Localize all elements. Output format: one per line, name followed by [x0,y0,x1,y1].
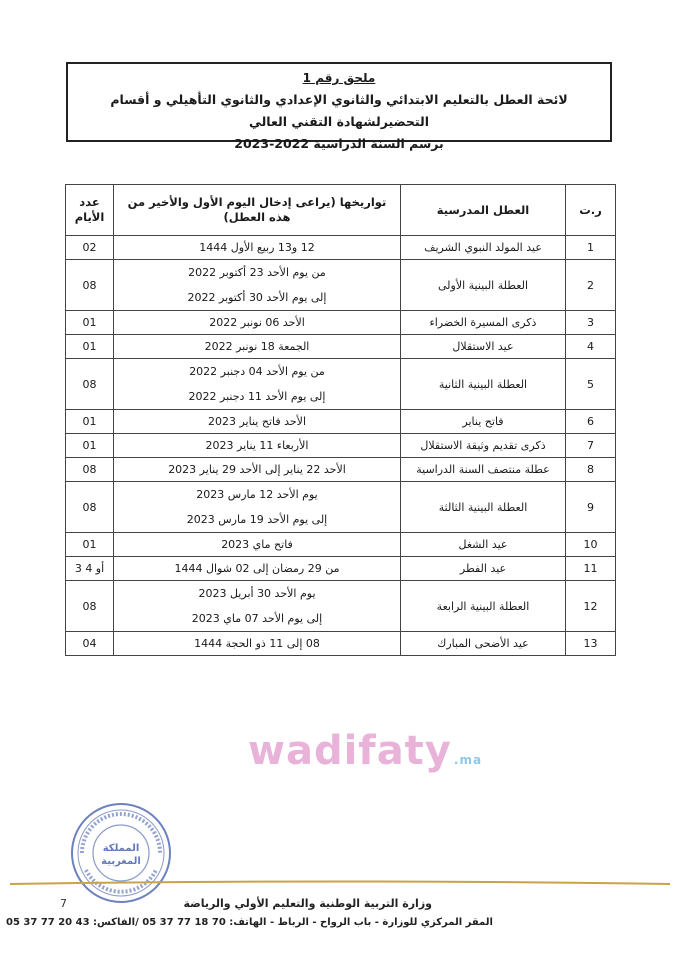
date-line: يوم الأحد 12 مارس 2023 [196,488,318,501]
holiday-dates [114,482,401,533]
day-count: 01 [66,311,114,335]
row-number: 8 [566,458,616,482]
date-line: إلى يوم الأحد 11 دجنبر 2022 [188,390,326,403]
table-row [66,434,616,458]
column-header-dates: تواريخها (يراعى إدخال اليوم الأول والأخير من هذه العطل) [114,185,401,236]
table-row [66,557,616,581]
date-line: إلى يوم الأحد 30 أكتوبر 2022 [187,291,327,304]
watermark-logo [248,728,483,778]
day-count: 02 [66,236,114,260]
row-number: 2 [566,260,616,311]
date-line: الأحد 22 يناير إلى الأحد 29 يناير 2023 [168,463,346,476]
holiday-name: عيد الفطر [401,557,566,581]
date-line: الأربعاء 11 يناير 2023 [205,439,309,452]
date-line: الجمعة 18 نونبر 2022 [204,340,310,353]
holiday-name: ذكرى تقديم وثيقة الاستقلال [401,434,566,458]
row-number: 4 [566,335,616,359]
date-line: من يوم الأحد 23 أكتوبر 2022 [188,266,326,279]
holiday-dates [114,311,401,335]
holiday-name: عيد الأضحى المبارك [401,632,566,656]
holiday-name: العطلة البينية الأولى [401,260,566,311]
row-number: 11 [566,557,616,581]
footer-divider [10,880,670,886]
day-count: 08 [66,458,114,482]
table-row [66,236,616,260]
row-number: 12 [566,581,616,632]
watermark-tld: .ma [453,753,483,767]
document-title-box [66,62,612,151]
row-number: 6 [566,410,616,434]
holiday-dates [114,533,401,557]
holiday-dates [114,434,401,458]
holiday-name: عيد المولد النبوي الشريف [401,236,566,260]
table-row [66,581,616,632]
holiday-dates [114,236,401,260]
day-count: 01 [66,335,114,359]
holiday-name: عيد الشغل [401,533,566,557]
day-count: 01 [66,434,114,458]
column-header-days: عدد الأيام [66,185,114,236]
date-line: إلى يوم الأحد 07 ماي 2023 [191,612,323,625]
date-line: من 29 رمضان إلى 02 شوال 1444 [174,562,340,575]
official-stamp [68,800,174,906]
table-row [66,311,616,335]
day-count: 01 [66,533,114,557]
holiday-dates [114,632,401,656]
day-count: 08 [66,260,114,311]
svg-text:المغربية: المغربية [101,856,141,867]
row-number: 7 [566,434,616,458]
holiday-dates [114,557,401,581]
column-header-number: ر.ت [566,185,616,236]
table-row [66,359,616,410]
day-count: 08 [66,482,114,533]
holiday-dates [114,581,401,632]
watermark-brand: wadifaty [248,728,452,774]
footer-address: المقر المركزي للوزارة - باب الرواح - الرباط - الهاتف: 70 18 77 37 05 /الفاكس: 43 20 77 37 05 [6,917,493,928]
date-line: 08 إلى 11 ذو الحجة 1444 [194,637,320,650]
date-line: الأحد 06 نونبر 2022 [209,316,305,329]
row-number: 13 [566,632,616,656]
table-row [66,482,616,533]
holiday-dates [114,458,401,482]
holiday-dates [114,359,401,410]
holiday-name: ذكرى المسيرة الخضراء [401,311,566,335]
holiday-dates [114,260,401,311]
day-count: 01 [66,410,114,434]
holiday-name: فاتح يناير [401,410,566,434]
document-title: لائحة العطل بالتعليم الابتدائي والثانوي الإعدادي والثانوي التأهيلي و أقسام التحضيرلشهادة التقني العالي [110,92,568,129]
table-row [66,260,616,311]
date-line: فاتح ماي 2023 [221,538,293,551]
table-row [66,335,616,359]
row-number: 3 [566,311,616,335]
holiday-name: عيد الاستقلال [401,335,566,359]
holiday-dates [114,335,401,359]
footer-ministry-name: وزارة التربية الوطنية والتعليم الأولي والرياضة [183,897,432,910]
table-header-row [66,185,616,236]
holiday-name: عطلة منتصف السنة الدراسية [401,458,566,482]
day-count: 3 أو 4 [66,557,114,581]
table-row [66,410,616,434]
row-number: 1 [566,236,616,260]
row-number: 10 [566,533,616,557]
holiday-dates [114,410,401,434]
document-subtitle: برسم السنة الدراسية 2022-2023 [234,136,444,151]
date-line: الأحد فاتح يناير 2023 [207,415,307,428]
annex-label: ملحق رقم 1 [302,71,376,85]
row-number: 5 [566,359,616,410]
holiday-name: العطلة البينية الثانية [401,359,566,410]
page-number: 7 [60,897,67,910]
row-number: 9 [566,482,616,533]
date-line: إلى يوم الأحد 19 مارس 2023 [186,513,328,526]
table-row [66,632,616,656]
holiday-name: العطلة البينية الثالثة [401,482,566,533]
date-line: من يوم الأحد 04 دجنبر 2022 [189,365,325,378]
column-header-holiday: العطل المدرسية [401,185,566,236]
day-count: 04 [66,632,114,656]
day-count: 08 [66,581,114,632]
date-line: يوم الأحد 30 أبريل 2023 [198,587,316,600]
date-line: 12 و13 ربيع الأول 1444 [199,241,315,254]
table-row [66,458,616,482]
holiday-name: العطلة البينية الرابعة [401,581,566,632]
day-count: 08 [66,359,114,410]
svg-text:المملكة: المملكة [102,843,140,854]
table-body [66,236,616,656]
table-row [66,533,616,557]
holidays-table [65,184,616,656]
